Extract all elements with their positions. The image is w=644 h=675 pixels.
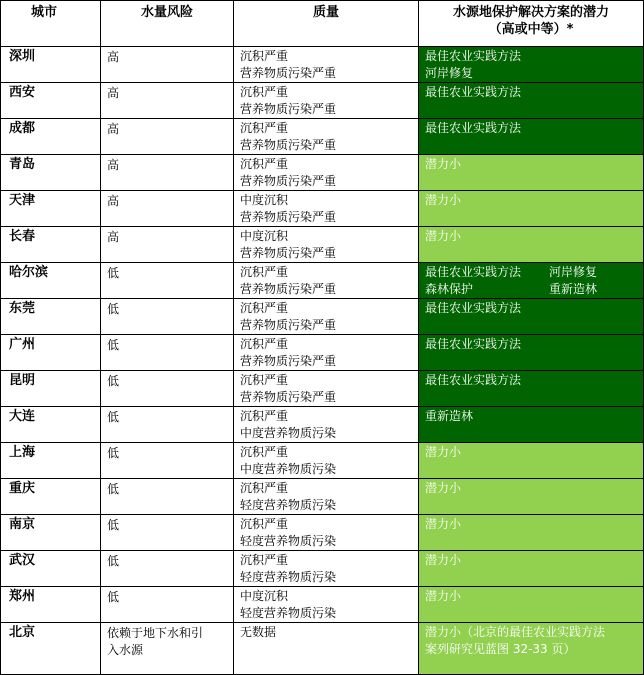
- quality-line: 营养物质污染严重: [240, 174, 337, 188]
- potential-cell: [419, 587, 644, 623]
- header-risk: 水量风险: [101, 1, 234, 47]
- potential-item: 重新造林: [549, 282, 598, 296]
- quality-line: 沉积严重: [240, 337, 289, 351]
- potential-line: 潜力小: [425, 589, 462, 603]
- risk-cell: 低: [101, 587, 234, 623]
- risk-cell: 高: [101, 83, 234, 119]
- potential-line: 潜力小: [425, 229, 462, 243]
- quality-line: 营养物质污染严重: [240, 246, 337, 260]
- risk-cell: 高: [101, 191, 234, 227]
- quality-line: 沉积严重: [240, 85, 289, 99]
- city-cell: 南京: [1, 515, 101, 551]
- city-cell: 上海: [1, 443, 101, 479]
- city-cell: 重庆: [1, 479, 101, 515]
- potential-cell: [419, 47, 644, 83]
- risk-cell: 高: [101, 47, 234, 83]
- quality-cell: [234, 119, 419, 155]
- city-cell: 成都: [1, 119, 101, 155]
- quality-line: 沉积严重: [240, 301, 289, 315]
- risk-cell: [101, 623, 234, 675]
- quality-line: 营养物质污染严重: [240, 282, 337, 296]
- quality-line: 轻度营养物质污染: [240, 498, 337, 512]
- quality-cell: [234, 515, 419, 551]
- potential-cell: [419, 479, 644, 515]
- potential-item: 最佳农业实践方法: [425, 265, 522, 279]
- table-row: [1, 47, 644, 83]
- quality-line: 沉积严重: [240, 445, 289, 459]
- potential-cell: [419, 119, 644, 155]
- table-row: [1, 335, 644, 371]
- potential-item: 河岸修复: [549, 265, 598, 279]
- quality-cell: [234, 47, 419, 83]
- quality-line: 沉积严重: [240, 121, 289, 135]
- potential-cell: [419, 299, 644, 335]
- quality-cell: [234, 155, 419, 191]
- quality-line: 轻度营养物质污染: [240, 534, 337, 548]
- quality-line: 无数据: [240, 625, 277, 639]
- potential-cell: [419, 83, 644, 119]
- header-potential: [419, 1, 644, 47]
- table-row: [1, 155, 644, 191]
- city-cell: 西安: [1, 83, 101, 119]
- quality-cell: [234, 623, 419, 675]
- quality-line: 营养物质污染严重: [240, 66, 337, 80]
- table-header-row: [1, 1, 644, 47]
- quality-cell: [234, 479, 419, 515]
- city-cell: 深圳: [1, 47, 101, 83]
- header-city: 城市: [1, 1, 101, 47]
- table-row: [1, 119, 644, 155]
- potential-cell: [419, 191, 644, 227]
- table-row: [1, 227, 644, 263]
- risk-cell: 高: [101, 119, 234, 155]
- potential-line: 潜力小: [425, 481, 462, 495]
- table-body: [1, 47, 644, 675]
- quality-line: 营养物质污染严重: [240, 390, 337, 404]
- potential-line: [425, 281, 643, 298]
- city-cell: 昆明: [1, 371, 101, 407]
- table-row: [1, 371, 644, 407]
- quality-line: 营养物质污染严重: [240, 102, 337, 116]
- city-cell: 武汉: [1, 551, 101, 587]
- potential-line: 重新造林: [425, 409, 474, 423]
- risk-line: 入水源: [107, 643, 144, 657]
- table-row: [1, 407, 644, 443]
- quality-line: 中度营养物质污染: [240, 426, 337, 440]
- risk-cell: 低: [101, 263, 234, 299]
- table-row: [1, 551, 644, 587]
- city-cell: 青岛: [1, 155, 101, 191]
- city-cell: 天津: [1, 191, 101, 227]
- table-row: [1, 263, 644, 299]
- quality-cell: [234, 443, 419, 479]
- quality-cell: [234, 407, 419, 443]
- quality-line: 中度沉积: [240, 229, 289, 243]
- quality-line: 沉积严重: [240, 157, 289, 171]
- risk-cell: 低: [101, 299, 234, 335]
- risk-cell: 低: [101, 479, 234, 515]
- risk-cell: 低: [101, 551, 234, 587]
- risk-cell: 高: [101, 155, 234, 191]
- potential-line: 最佳农业实践方法: [425, 49, 522, 63]
- potential-cell: [419, 623, 644, 675]
- quality-line: 沉积严重: [240, 409, 289, 423]
- potential-cell: [419, 515, 644, 551]
- quality-line: 沉积严重: [240, 481, 289, 495]
- potential-line: 最佳农业实践方法: [425, 301, 522, 315]
- table-row: [1, 479, 644, 515]
- potential-item: 森林保护: [425, 282, 474, 296]
- potential-cell: [419, 335, 644, 371]
- quality-line: 中度沉积: [240, 193, 289, 207]
- quality-line: 中度营养物质污染: [240, 462, 337, 476]
- city-cell: 长春: [1, 227, 101, 263]
- quality-line: 沉积严重: [240, 265, 289, 279]
- city-cell: 东莞: [1, 299, 101, 335]
- potential-line: [425, 264, 643, 281]
- potential-cell: [419, 227, 644, 263]
- quality-line: 营养物质污染严重: [240, 318, 337, 332]
- quality-line: 沉积严重: [240, 517, 289, 531]
- potential-line: 潜力小: [425, 193, 462, 207]
- potential-cell: [419, 407, 644, 443]
- risk-cell: 低: [101, 407, 234, 443]
- potential-line: 潜力小: [425, 553, 462, 567]
- risk-cell: 高: [101, 227, 234, 263]
- table-row: [1, 83, 644, 119]
- potential-cell: [419, 443, 644, 479]
- potential-cell: [419, 551, 644, 587]
- quality-cell: [234, 263, 419, 299]
- potential-line: 最佳农业实践方法: [425, 373, 522, 387]
- potential-cell: [419, 371, 644, 407]
- city-cell: 大连: [1, 407, 101, 443]
- potential-line: 潜力小: [425, 517, 462, 531]
- quality-line: 中度沉积: [240, 589, 289, 603]
- risk-cell: 低: [101, 443, 234, 479]
- risk-cell: 低: [101, 371, 234, 407]
- quality-cell: [234, 335, 419, 371]
- quality-line: 沉积严重: [240, 373, 289, 387]
- potential-cell: [419, 263, 644, 299]
- quality-cell: [234, 83, 419, 119]
- table-row: [1, 515, 644, 551]
- quality-line: 轻度营养物质污染: [240, 606, 337, 620]
- potential-line: 潜力小: [425, 157, 462, 171]
- risk-line: 依赖于地下水和引: [107, 626, 204, 640]
- quality-cell: [234, 227, 419, 263]
- header-potential-line1: 水源地保护解决方案的潜力: [452, 5, 609, 20]
- city-cell: 广州: [1, 335, 101, 371]
- potential-line: 案列研究见蓝图 32-33 页）: [425, 642, 576, 656]
- quality-cell: [234, 551, 419, 587]
- quality-line: 营养物质污染严重: [240, 210, 337, 224]
- potential-line: 潜力小（北京的最佳农业实践方法: [425, 625, 606, 639]
- city-cell: 北京: [1, 623, 101, 675]
- potential-line: 潜力小: [425, 445, 462, 459]
- quality-line: 营养物质污染严重: [240, 138, 337, 152]
- table-row: [1, 587, 644, 623]
- quality-cell: [234, 191, 419, 227]
- quality-line: 营养物质污染严重: [240, 354, 337, 368]
- quality-cell: [234, 371, 419, 407]
- quality-cell: [234, 299, 419, 335]
- risk-cell: 低: [101, 515, 234, 551]
- header-potential-line2: （高或中等）*: [488, 22, 574, 37]
- quality-cell: [234, 587, 419, 623]
- table-row: [1, 191, 644, 227]
- table-row: [1, 623, 644, 675]
- table-row: [1, 443, 644, 479]
- city-cell: 哈尔滨: [1, 263, 101, 299]
- city-cell: 郑州: [1, 587, 101, 623]
- potential-line: 最佳农业实践方法: [425, 337, 522, 351]
- quality-line: 沉积严重: [240, 553, 289, 567]
- potential-line: 最佳农业实践方法: [425, 121, 522, 135]
- potential-cell: [419, 155, 644, 191]
- quality-line: 沉积严重: [240, 49, 289, 63]
- risk-cell: 低: [101, 335, 234, 371]
- potential-line: 河岸修复: [425, 66, 474, 80]
- header-quality: 质量: [234, 1, 419, 47]
- table-row: [1, 299, 644, 335]
- potential-line: 最佳农业实践方法: [425, 85, 522, 99]
- quality-line: 轻度营养物质污染: [240, 570, 337, 584]
